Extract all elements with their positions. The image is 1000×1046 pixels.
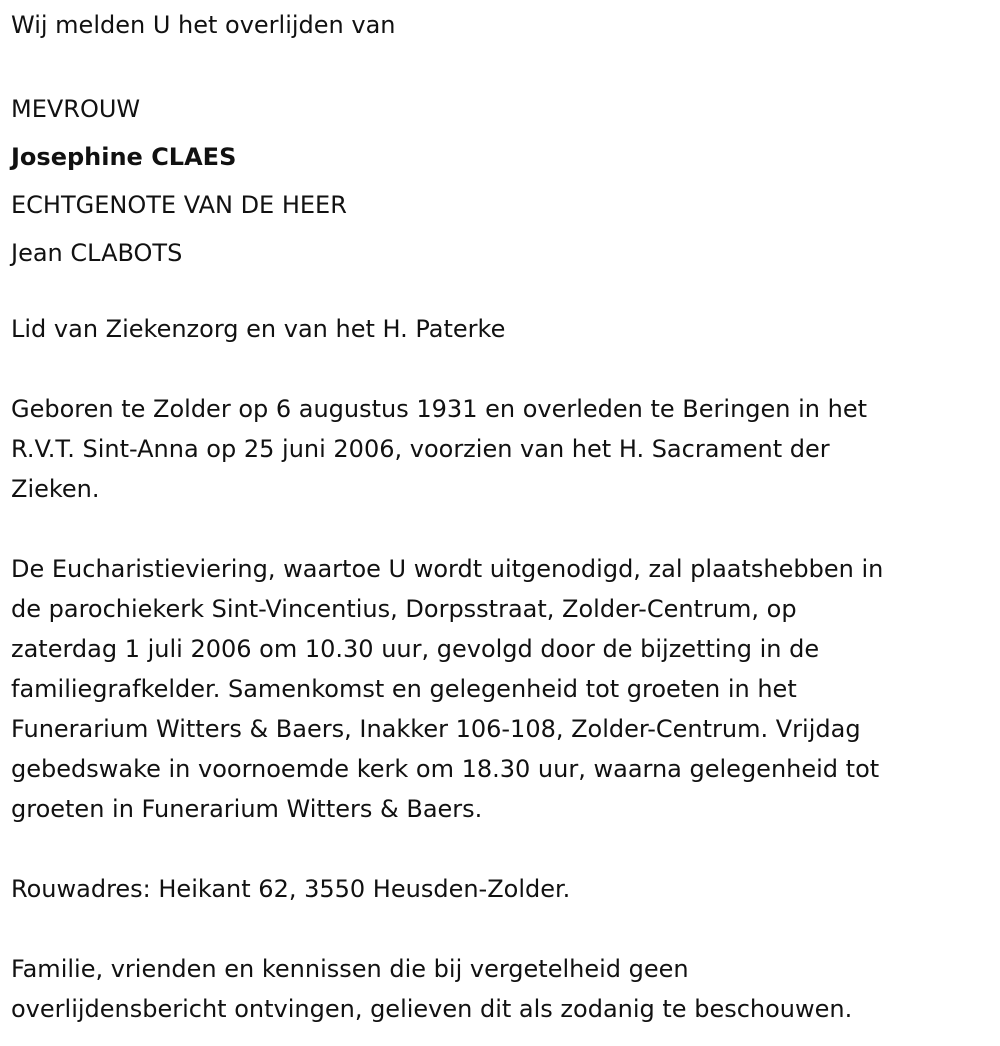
paragraph-line: Familie, vrienden en kennissen die bij vergetelheid geen — [11, 955, 689, 983]
obituary-notice — [11, 5, 989, 1029]
membership-text: Lid van Ziekenzorg en van het H. Paterke — [11, 315, 506, 343]
spacer — [11, 349, 989, 389]
paragraph-line: de parochiekerk Sint-Vincentius, Dorpsstraat, Zolder-Centrum, op — [11, 595, 797, 623]
spacer — [11, 45, 989, 85]
paragraph-line: groeten in Funerarium Witters & Baers. — [11, 795, 483, 823]
address-text: Rouwadres: Heikant 62, 3550 Heusden-Zolder. — [11, 875, 571, 903]
paragraph-line: familiegrafkelder. Samenkomst en gelegenheid tot groeten in het — [11, 675, 797, 703]
spacer — [11, 909, 989, 949]
paragraph-line: R.V.T. Sint-Anna op 25 juni 2006, voorzien van het H. Sacrament der — [11, 435, 830, 463]
spouse-name: Jean CLABOTS — [11, 239, 183, 267]
closing-paragraph — [11, 949, 989, 1029]
birth-death-paragraph — [11, 389, 989, 509]
paragraph-line: Funerarium Witters & Baers, Inakker 106-108, Zolder-Centrum. Vrijdag — [11, 715, 861, 743]
spacer — [11, 277, 989, 309]
paragraph-line: zaterdag 1 juli 2006 om 10.30 uur, gevolgd door de bijzetting in de — [11, 635, 820, 663]
title-prefix: MEVROUW — [11, 95, 141, 123]
spacer — [11, 829, 989, 869]
ceremony-paragraph — [11, 549, 989, 829]
paragraph-line: gebedswake in voornoemde kerk om 18.30 uur, waarna gelegenheid tot — [11, 755, 880, 783]
relation-text: ECHTGENOTE VAN DE HEER — [11, 191, 347, 219]
paragraph-line: Geboren te Zolder op 6 augustus 1931 en overleden te Beringen in het — [11, 395, 868, 423]
paragraph-line: overlijdensbericht ontvingen, gelieven dit als zodanig te beschouwen. — [11, 995, 853, 1023]
paragraph-line: Zieken. — [11, 475, 100, 503]
intro-text: Wij melden U het overlijden van — [11, 11, 396, 39]
paragraph-line: De Eucharistieviering, waartoe U wordt uitgenodigd, zal plaatshebben in — [11, 555, 884, 583]
spacer — [11, 509, 989, 549]
deceased-name: Josephine CLAES — [11, 143, 237, 171]
